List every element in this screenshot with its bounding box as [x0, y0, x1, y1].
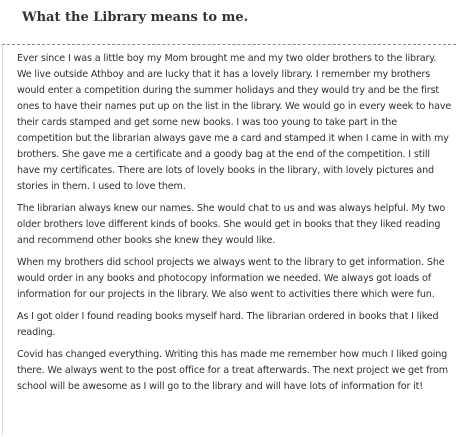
paragraph-2: The librarian always knew our names. She would chat to us and was always helpful. My two older brothers love different kinds of books. She would get in books that they liked reading and recommend other books she knew they would like. [17, 203, 446, 246]
paragraph-1: Ever since I was a little boy my Mom brought me and my two older brothers to the library. We live outside Athboy and are lucky that it has a lovely library. I remember my brothers would enter a competition during the summer holidays and they would try and be the first ones to have their names put up on the list in the library. We would go in every week to have their cards stamped and get some new books. I was too young to take part in the competition but the librarian always gave me a card and stamped it when I came in with my brothers. She gave me a certificate and a goody bag at the end of the competition. I still have my certificates. There are lots of lovely books in the library, with lovely pictures and stories in them. I used to love them. [17, 53, 452, 192]
essay-body [2, 44, 456, 435]
paragraph-3: When my brothers did school projects we always went to the library to get information. She would order in any books and photocopy information we needed. We always got loads of information for our projects in the library. We also went to activities there which were fun. [17, 257, 445, 300]
paragraph-4: As I got older I found reading books myself hard. The librarian ordered in books that I liked reading. [17, 311, 439, 338]
paragraph-5: Covid has changed everything. Writing this has made me remember how much I liked going there. We always went to the post office for a treat afterwards. The next project we get from school will be awesome as I will go to the library and will have lots of information for it! [17, 349, 448, 392]
document-title: What the Library means to me. [22, 10, 249, 25]
